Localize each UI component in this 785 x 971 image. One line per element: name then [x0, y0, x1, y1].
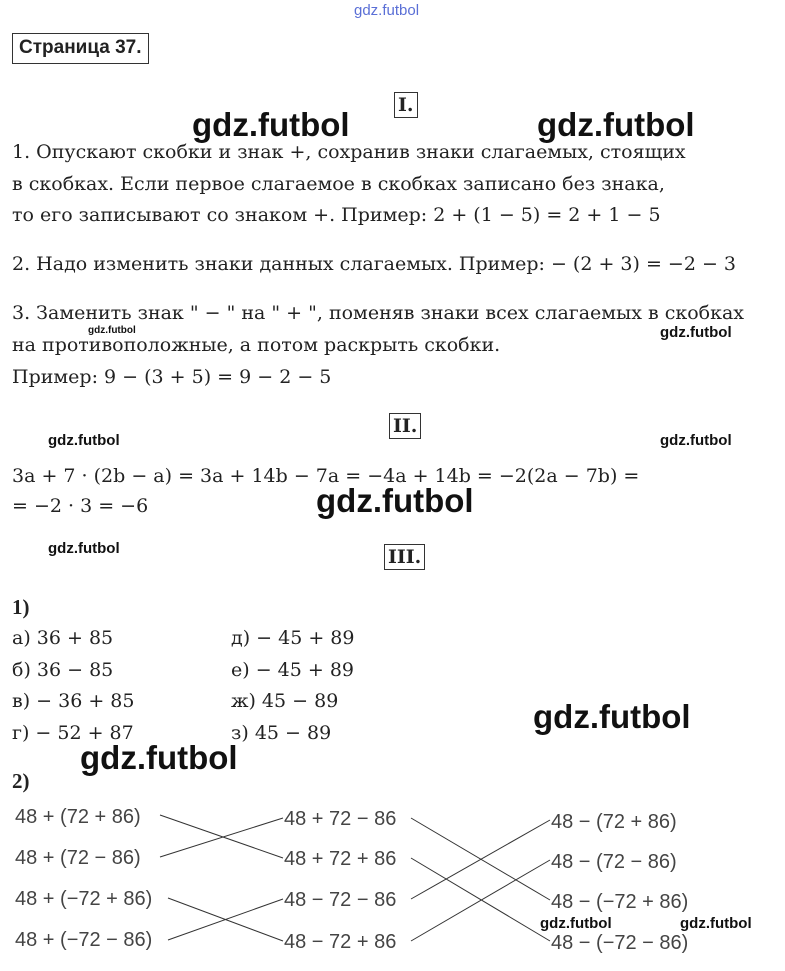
watermark: gdz.futbol — [48, 540, 120, 557]
watermark: gdz.futbol — [316, 482, 474, 519]
watermark: gdz.futbol — [660, 432, 732, 449]
page-title: Страница 37. — [12, 33, 149, 64]
section-2-label: II. — [389, 413, 421, 439]
answer-d: д) − 45 + 89 — [231, 627, 355, 649]
col-c-item-3: 48 − (−72 + 86) — [551, 891, 689, 913]
section-1-label: I. — [394, 92, 418, 118]
watermark: gdz.futbol — [680, 915, 752, 932]
section-1-item-2: 2. Надо изменить знаки данных слагаемых. Пример: − (2 + 3) = −2 − 3 — [12, 253, 737, 275]
answer-v: в) − 36 + 85 — [12, 690, 135, 712]
answer-e: е) − 45 + 89 — [231, 659, 355, 681]
col-b-item-4: 48 − 72 + 86 — [284, 931, 397, 953]
col-b-item-1: 48 + 72 − 86 — [284, 808, 397, 830]
watermark: gdz.futbol — [533, 698, 691, 735]
col-a-item-3: 48 + (−72 + 86) — [15, 888, 153, 910]
answer-a: а) 36 + 85 — [12, 627, 114, 649]
watermark: gdz.futbol — [537, 106, 695, 143]
answer-zh: ж) 45 − 89 — [231, 690, 339, 712]
col-c-item-1: 48 − (72 + 86) — [551, 811, 677, 833]
section-2-line-2: = −2 · 3 = −6 — [12, 495, 149, 517]
match-line — [168, 899, 283, 940]
col-a-item-2: 48 + (72 − 86) — [15, 847, 141, 869]
watermark: gdz.futbol — [540, 915, 612, 932]
section-1-item-3-line-2: на противоположные, а потом раскрыть скобки. — [12, 334, 501, 356]
watermark: gdz.futbol — [80, 739, 238, 776]
part-1-label: 1) — [12, 595, 30, 619]
section-3-label: III. — [384, 544, 425, 570]
watermark-top: gdz.futbol — [354, 2, 420, 19]
watermark: gdz.futbol — [48, 432, 120, 449]
col-a-item-1: 48 + (72 + 86) — [15, 806, 141, 828]
answer-z: з) 45 − 89 — [231, 722, 332, 744]
section-1-item-3-line-3: Пример: 9 − (3 + 5) = 9 − 2 − 5 — [12, 366, 332, 388]
col-c-item-2: 48 − (72 − 86) — [551, 851, 677, 873]
col-b-item-3: 48 − 72 − 86 — [284, 889, 397, 911]
watermark: gdz.futbol — [660, 324, 732, 341]
section-1-item-1-line-1: 1. Опускают скобки и знак +, сохранив знаки слагаемых, стоящих — [12, 141, 686, 163]
section-2-line-1: 3a + 7 · (2b − a) = 3a + 14b − 7a = −4a + 14b = −2(2a − 7b) = — [12, 465, 640, 487]
col-b-item-2: 48 + 72 + 86 — [284, 848, 397, 870]
col-c-item-4: 48 − (−72 − 86) — [551, 932, 689, 954]
answer-g: г) − 52 + 87 — [12, 722, 134, 744]
watermark: gdz.futbol — [88, 325, 136, 336]
section-1-item-1-line-2: в скобках. Если первое слагаемое в скобках записано без знака, — [12, 173, 665, 195]
section-1-item-3-line-1: 3. Заменить знак " − " на " + ", поменяв знаки всех слагаемых в скобках — [12, 302, 745, 324]
watermark: gdz.futbol — [192, 106, 350, 143]
answer-b: б) 36 − 85 — [12, 659, 114, 681]
col-a-item-4: 48 + (−72 − 86) — [15, 929, 153, 951]
section-1-item-1-line-3: то его записывают со знаком +. Пример: 2 + (1 − 5) = 2 + 1 − 5 — [12, 204, 661, 226]
part-2-label: 2) — [12, 769, 30, 793]
